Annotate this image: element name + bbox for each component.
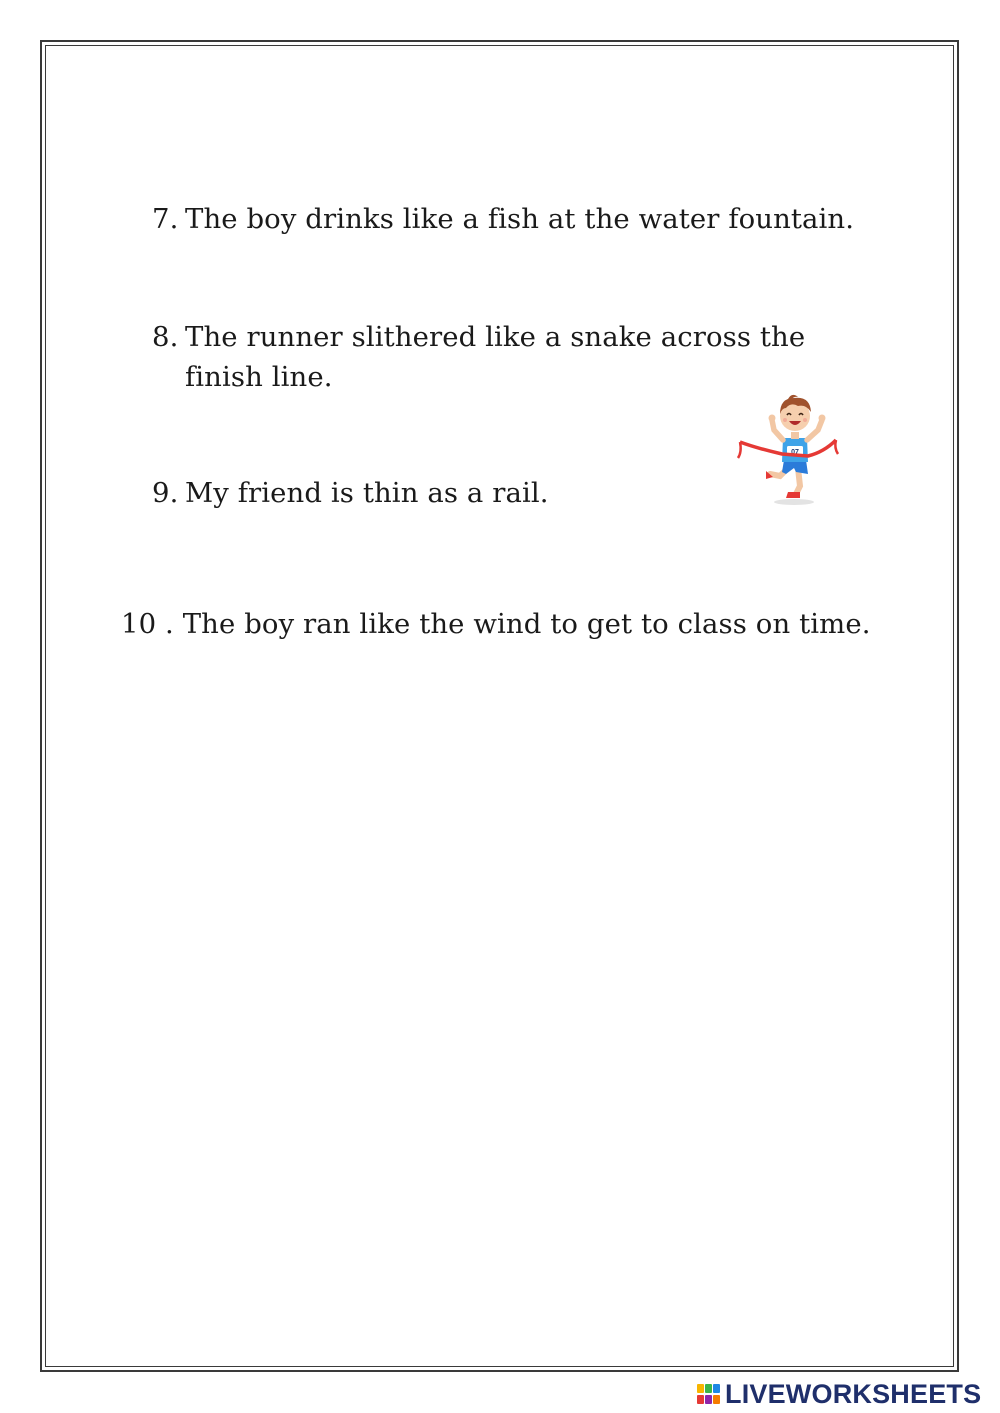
item-text-continued: finish line.	[185, 361, 333, 393]
sentence-item-8	[152, 317, 805, 397]
item-text: My friend is thin as a rail.	[185, 477, 549, 509]
item-text: The boy ran like the wind to get to class on time.	[182, 608, 871, 640]
brand-name: LIVEWORKSHEETS	[725, 1379, 982, 1409]
item-text: The runner slithered like a snake across the	[185, 321, 806, 353]
liveworksheets-brand[interactable]	[696, 1380, 981, 1408]
page-border	[40, 40, 959, 1372]
sentence-item-7	[152, 199, 854, 239]
sentence-item-10	[121, 604, 871, 644]
item-text: The boy drinks like a fish at the water fountain.	[185, 203, 855, 235]
item-number: 7.	[152, 203, 179, 235]
item-number: 9.	[152, 477, 179, 509]
item-number: 10 .	[121, 608, 174, 640]
page-border-inner	[45, 45, 954, 1367]
item-number: 8.	[152, 321, 179, 353]
sentence-item-9	[152, 473, 549, 513]
liveworksheets-logo-icon	[696, 1382, 722, 1406]
runner-bib-number: 07	[791, 449, 799, 456]
runner-finish-line-icon	[736, 382, 840, 506]
